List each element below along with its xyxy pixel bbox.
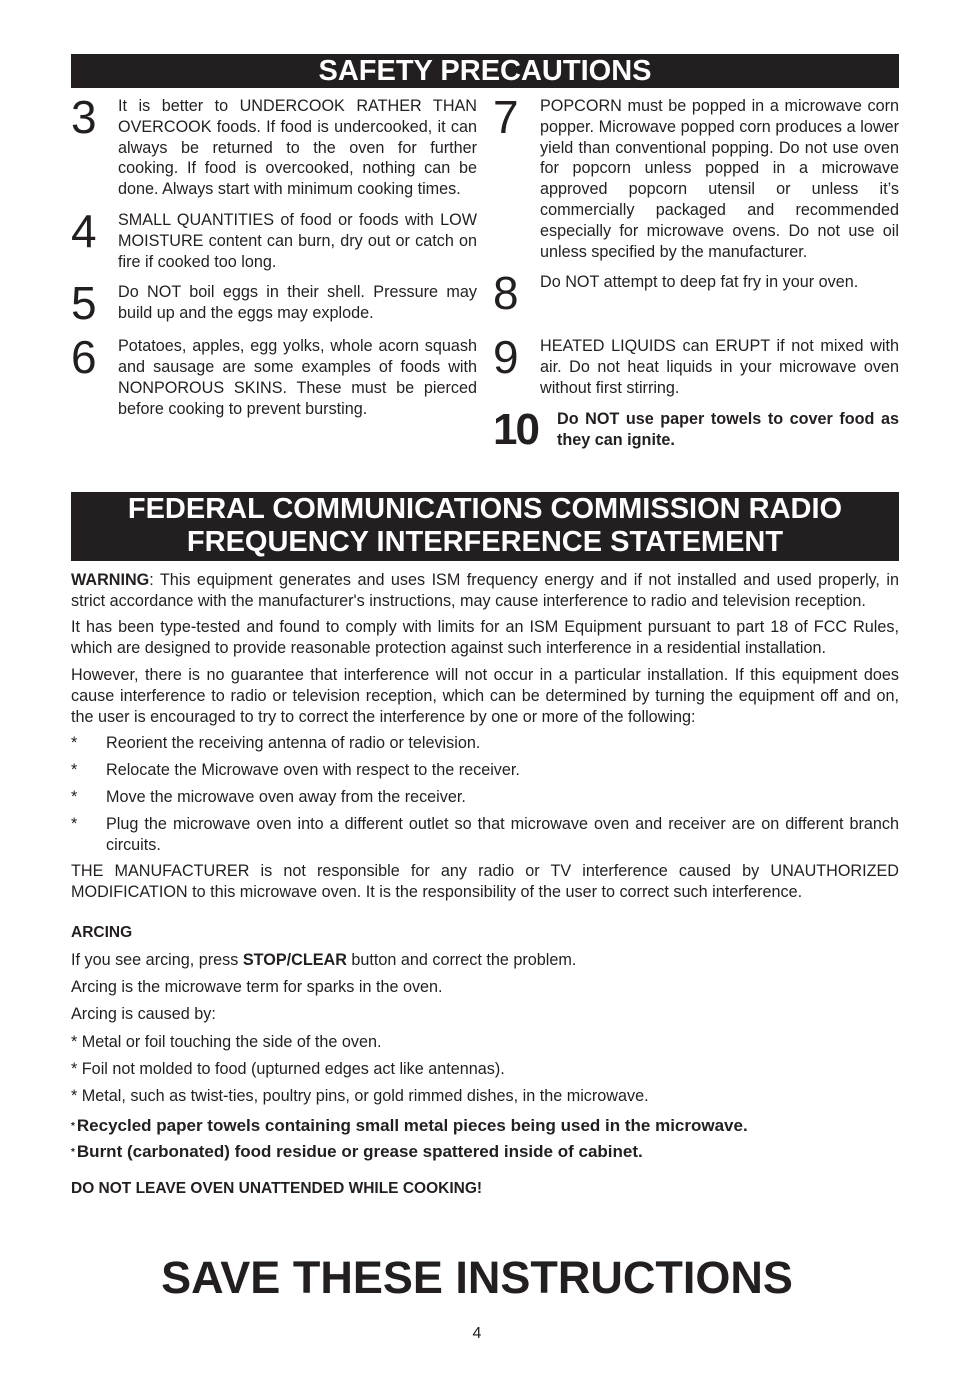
item-text: HEATED LIQUIDS can ERUPT if not mixed with air. Do not heat liquids in your microwave oven without first stirring.: [540, 337, 899, 397]
bullet-mark: *: [71, 814, 78, 833]
list-item: [71, 814, 899, 856]
arcing-heading: ARCING: [71, 923, 133, 941]
bold-cause-text: Burnt (carbonated) food residue or grease spattered inside of cabinet.: [76, 1142, 643, 1161]
list-item: [71, 733, 899, 754]
bullet-mark: *: [71, 1147, 75, 1158]
stop-clear-label: STOP/CLEAR: [242, 950, 347, 969]
warning-label: WARNING: [71, 570, 150, 589]
bullet-mark: *: [71, 761, 78, 780]
safety-item-9: [493, 328, 899, 398]
save-instructions-title: SAVE THESE INSTRUCTIONS: [161, 1252, 793, 1303]
item-number: 4: [71, 204, 97, 257]
item-number: 10: [493, 404, 538, 454]
bold-cause-text: Recycled paper towels containing small metal pieces being used in the microwave.: [76, 1116, 748, 1135]
item-text: Potatoes, apples, egg yolks, whole acorn squash and sausage are some examples of foods with NONPOROUS SKINS. These must be pierced before cooking to prevent bursting.: [118, 337, 477, 418]
bullet-text: Reorient the receiving antenna of radio or television.: [106, 734, 481, 753]
item-text: SMALL QUANTITIES of food or foods with LOW MOISTURE content can burn, dry out or catch on fire if cooked too long.: [118, 210, 477, 271]
fcc-statement-heading: [71, 492, 899, 561]
arcing-text: button and correct the problem.: [346, 950, 577, 969]
bullet-text: Plug the microwave oven into a different outlet so that microwave oven and receiver are on different branch circuits.: [106, 814, 899, 854]
fcc-paragraph-4: THE MANUFACTURER is not responsible for any radio or TV interference caused by UNAUTHORIZED MODIFICATION to this microwave oven. It is the responsibility of the user to correct such interference.: [71, 862, 899, 902]
item-number: 5: [71, 277, 97, 330]
manual-page: [71, 54, 899, 1199]
item-text: Do NOT use paper towels to cover food as they can ignite.: [557, 409, 899, 449]
warning-text: : This equipment generates and uses ISM frequency energy and if not installed and used properly, in strict accordance with the manufacturer's instructions, may cause interference to radio and television reception.: [71, 570, 899, 610]
fcc-body: [71, 570, 899, 903]
arcing-line-1: [71, 950, 899, 971]
safety-precautions-heading: SAFETY PRECAUTIONS: [71, 54, 899, 88]
arcing-line-2: Arcing is the microwave term for sparks in the oven.: [71, 978, 443, 997]
safety-item-5: [71, 277, 477, 330]
safety-item-3: [71, 91, 477, 200]
list-item: [71, 760, 899, 781]
item-text: POPCORN must be popped in a microwave corn popper. Microwave popped corn produces a lower yield than conventional popping. Do not use oven for popcorn unless popped in a microwave approved popcorn utensil or unless it’s commercially packaged and recommended especially for microwave ovens. Do not use oil unless specified by the manufacturer.: [540, 97, 899, 261]
safety-item-7: [493, 91, 899, 262]
item-number: 8: [493, 267, 519, 320]
list-item: [71, 787, 899, 808]
safety-item-10: [493, 404, 899, 454]
arcing-cause: * Metal, such as twist-ties, poultry pins, or gold rimmed dishes, in the microwave.: [71, 1087, 649, 1106]
item-text: It is better to UNDERCOOK RATHER THAN OVERCOOK foods. If food is undercooked, it can always be returned to the oven for further cooking. If food is overcooked, nothing can be done. Always start with minimum cooking times.: [118, 97, 477, 199]
bullet-mark: *: [71, 734, 78, 753]
item-text: Do NOT boil eggs in their shell. Pressure may build up and the eggs may explode.: [118, 283, 477, 323]
fcc-heading-line-1: FEDERAL COMMUNICATIONS COMMISSION RADIO: [127, 492, 843, 525]
bullet-text: Move the microwave oven away from the receiver.: [106, 787, 466, 806]
item-number: 6: [71, 331, 97, 384]
fcc-paragraph-2: It has been type-tested and found to comply with limits for an ISM Equipment pursuant to part 18 of FCC Rules, which are designed to provide reasonable protection against such interference in a residential installation.: [71, 618, 899, 658]
bullet-mark: *: [71, 1121, 75, 1132]
fcc-warning-paragraph: [71, 570, 899, 612]
fcc-heading-line-2: FREQUENCY INTERFERENCE STATEMENT: [186, 525, 784, 558]
safety-item-4: [71, 204, 477, 272]
safety-item-6: [71, 331, 477, 419]
safety-columns: [71, 91, 899, 463]
arcing-line-3: Arcing is caused by:: [71, 1005, 216, 1024]
bullet-mark: *: [71, 787, 78, 806]
item-number: 9: [493, 331, 519, 384]
arcing-bold-cause: [71, 1141, 899, 1163]
safety-right-column: [493, 91, 899, 463]
arcing-cause: * Foil not molded to food (upturned edges act like antennas).: [71, 1059, 505, 1078]
safety-item-8: [493, 267, 899, 320]
page-number: 4: [472, 1325, 482, 1342]
item-number: 7: [493, 91, 519, 143]
unattended-warning: DO NOT LEAVE OVEN UNATTENDED WHILE COOKING!: [71, 1180, 483, 1197]
item-text: Do NOT attempt to deep fat fry in your oven.: [540, 273, 859, 292]
arcing-bold-cause: [71, 1115, 899, 1137]
safety-left-column: [71, 91, 477, 463]
arcing-text: If you see arcing, press: [71, 950, 243, 969]
bullet-text: Relocate the Microwave oven with respect to the receiver.: [106, 761, 520, 780]
fcc-paragraph-3: However, there is no guarantee that interference will not occur in a particular installation. If this equipment does cause interference to radio or television reception, which can be determined by turning the equipment off and on, the user is encouraged to try to correct the interference by one or more of the following:: [71, 665, 899, 726]
arcing-section: [71, 923, 899, 1199]
arcing-cause: * Metal or foil touching the side of the oven.: [71, 1032, 382, 1051]
item-number: 3: [71, 91, 97, 143]
